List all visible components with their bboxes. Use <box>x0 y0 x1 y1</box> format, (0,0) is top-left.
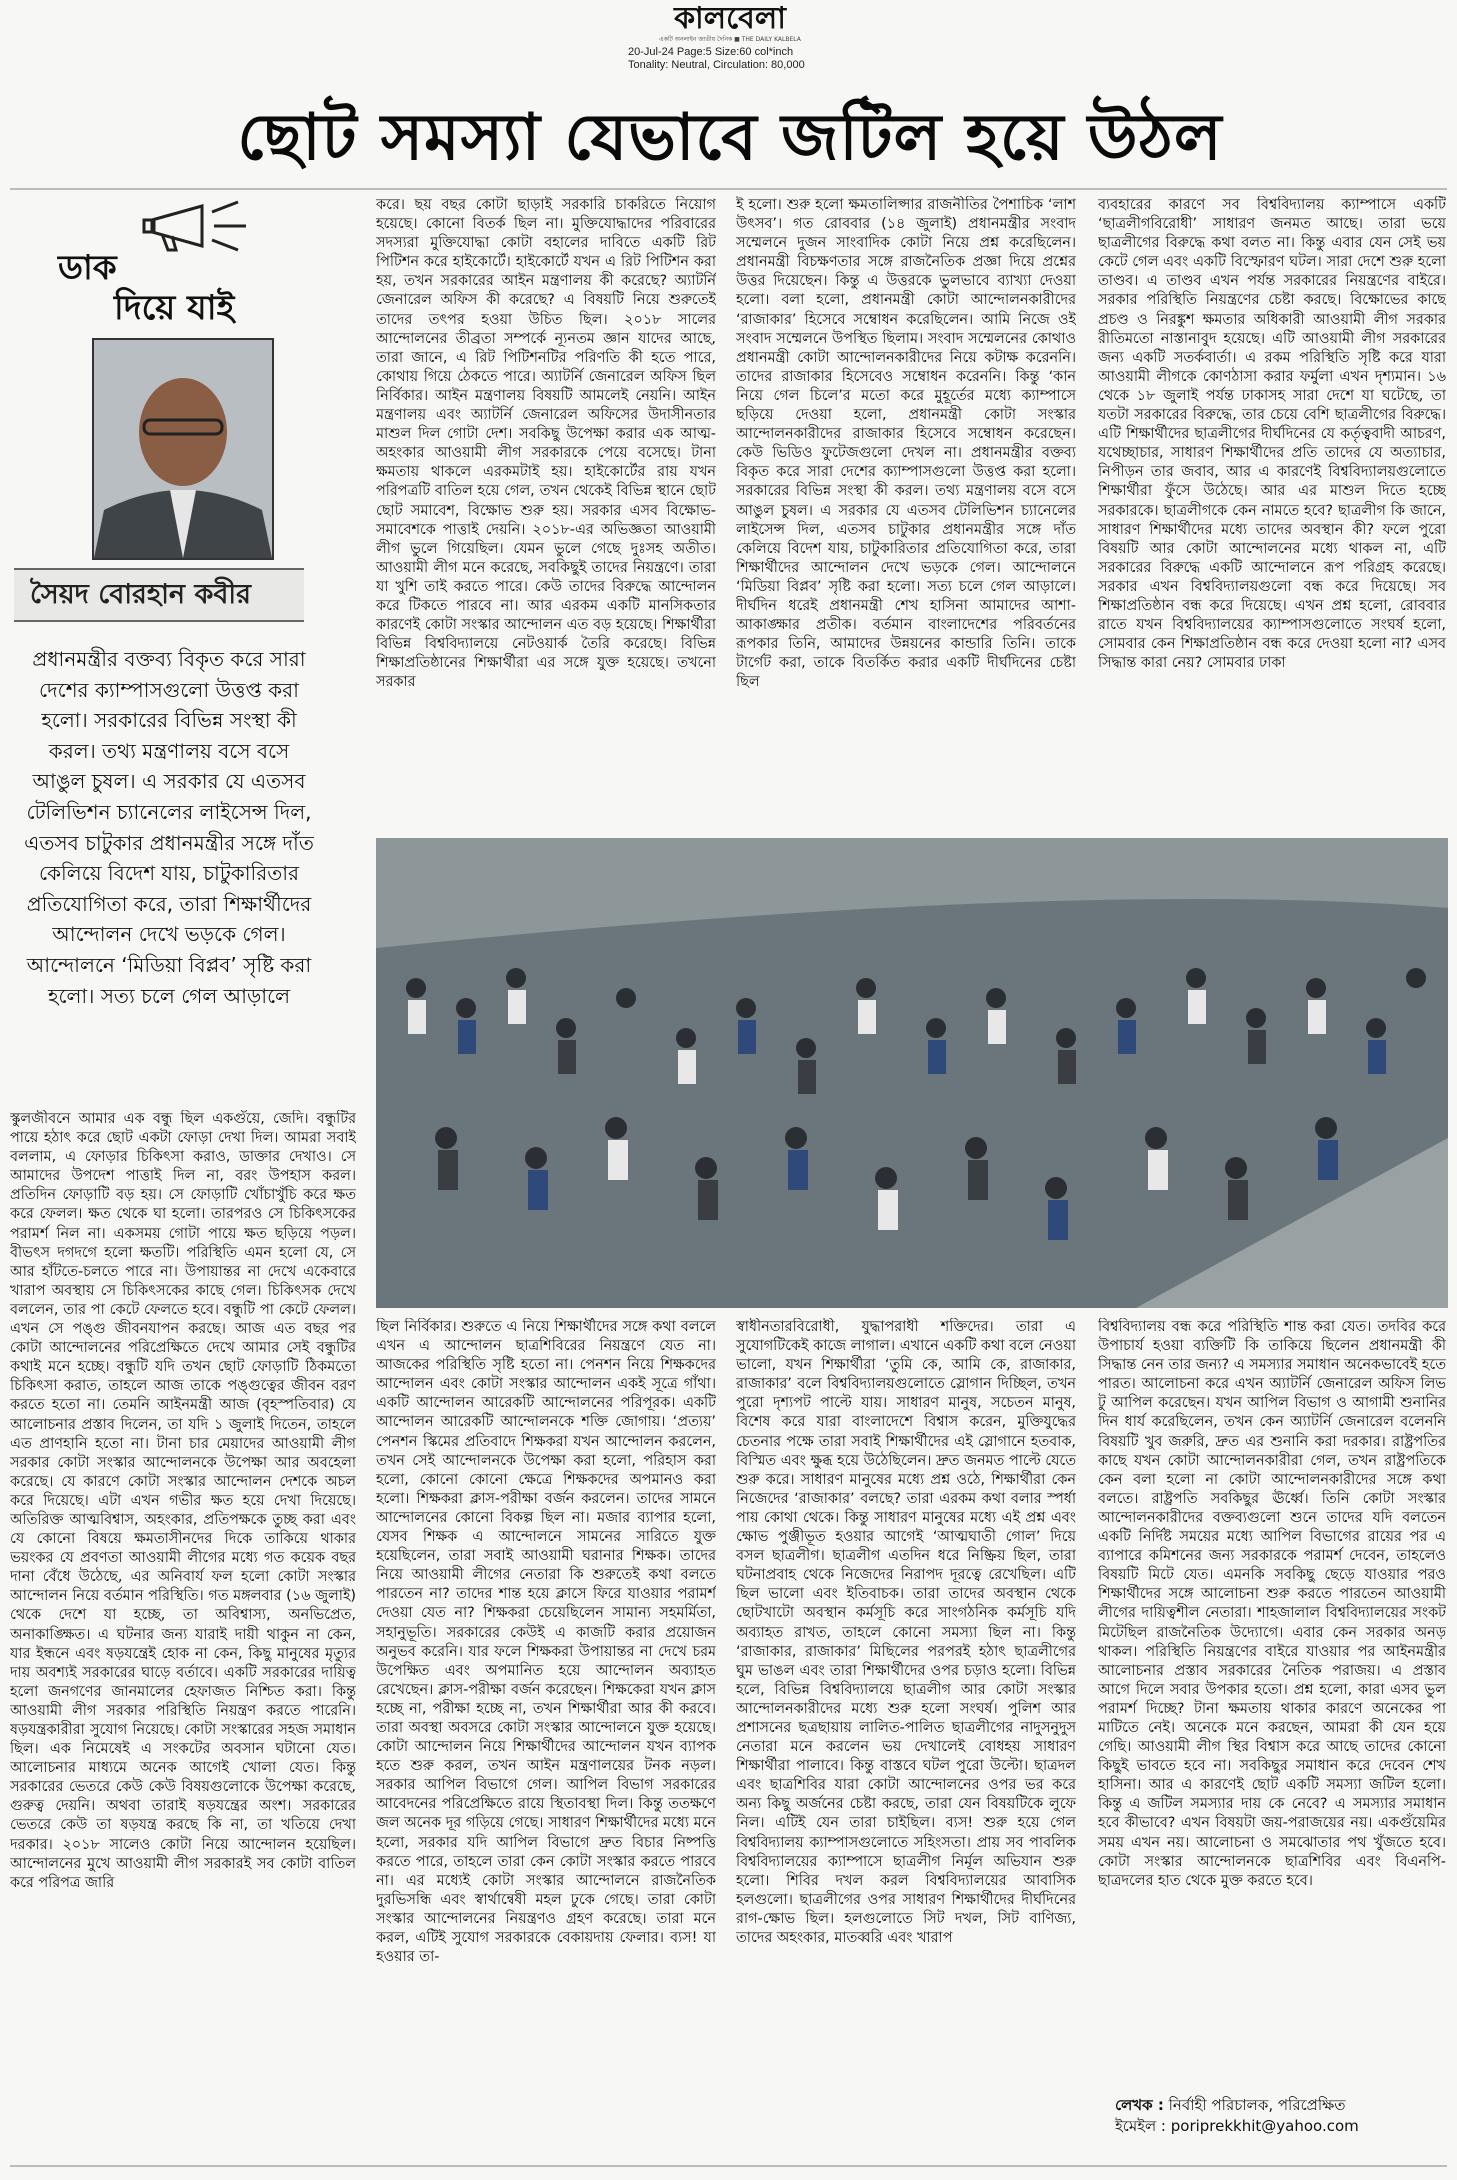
megaphone-icon <box>142 198 252 258</box>
author-byline <box>1115 2095 1445 2137</box>
article-column-4-top: ব্যবহারের কারণে সব বিশ্ববিদ্যালয় ক্যাম্পাসে একটি ‘ছাত্রলীগবিরোধী’ সাধারণ জনমত আছে। তারা ভয়ে ছাত্রলীগের বিরুদ্ধে কথা বলত না। কিন্তু এবার যেন সেই ভয় কেটে গেল এবং একটি বিস্ফোরণ ঘটল। সারা দেশে শুরু হলো তাণ্ডব। এ তাণ্ডব এখন পর্যন্ত সরকারের নিয়ন্ত্রণের বাইরে। সরকার পরিস্থিতি নিয়ন্ত্রণের চেষ্টা করছে। বিক্ষোভের কাছে প্রচণ্ড ও নিরঙ্কুশ ক্ষমতার অধিকারী আওয়ামী লীগ সরকার রীতিমতো নাস্তানাবুদ হয়েছে। এটি আওয়ামী লীগ সরকারের জন্য একটি সতর্কবার্তা। এ রকম পরিস্থিতি সৃষ্টি করে যারা আওয়ামী লীগকে কোণঠাসা করার ফর্মুলা এখন দৃশ্যমান। ১৬ থেকে ১৮ জুলাই পর্যন্ত ঢাকাসহ সারা দেশে যা ঘটেছে, তা যতটা সরকারের বিরুদ্ধে, তার চেয়ে বেশি ছাত্রলীগের বিরুদ্ধে। এটি শিক্ষার্থীদের ছাত্রলীগের দীর্ঘদিনের যে কর্তৃত্ববাদী আচরণ, যথেচ্ছাচার, সাধারণ শিক্ষার্থীদের প্রতি তাদের যে অত্যাচার, নিপীড়ন তার জবাব, আর এ কারণেই বিশ্ববিদ্যালয়গুলোতে শিক্ষার্থীরা ফুঁসে উঠেছে। আর এর মাশুল দিতে হচ্ছে সরকারকে। ছাত্রলীগকে কেন নামতে হবে? ছাত্রলীগ কি জানে, সাধারণ শিক্ষার্থীদের মধ্যে তাদের অবস্থান কী? ফলে পুরো বিষয়টি আর কোটা আন্দোলনের মধ্যে থাকল না, এটি সরকারের বিরুদ্ধে একটি আন্দোলনে রূপ পরিগ্রহ করেছে। সরকার এখন বিশ্ববিদ্যালয়গুলো বন্ধ করে দিয়েছে। সব শিক্ষাপ্রতিষ্ঠান বন্ধ করে দিয়েছে। এখন প্রশ্ন হলো, রোববার রাতে যখন বিশ্ববিদ্যালয়ের ক্যাম্পাসগুলোতে সংঘর্ষ হলো, সোমবার কেন শিক্ষাপ্রতিষ্ঠান বন্ধ করে দেওয়া হলো না? এসব সিদ্ধান্ত কারা নেয়? সোমবার ঢাকা <box>1098 197 1446 672</box>
date-line: 20-Jul-24 Page:5 Size:60 col*inch <box>628 46 794 58</box>
pull-quote: প্রধানমন্ত্রীর বক্তব্য বিকৃত করে সারা দেশের ক্যাম্পাসগুলো উত্তপ্ত করা হলো। সরকারের বিভিন্ন সংস্থা কী করল। তথ্য মন্ত্রণালয় বসে বসে আঙুল চুষল। এ সরকার যে এতসব টেলিভিশন চ্যানেলের লাইসেন্স দিল, এতসব চাটুকার প্রধানমন্ত্রীর সঙ্গে দাঁত কেলিয়ে বিদেশ যায়, চাটুকারিতার প্রতিযোগিতা করে, তারা শিক্ষার্থীদের আন্দোলন দেখে ভড়কে গেল। আন্দোলনে ‘মিডিয়া বিপ্লব’ সৃষ্টি করা হলো। সত্য চলে গেল আড়ালে <box>24 647 314 1008</box>
author-portrait <box>92 338 274 560</box>
byline-email: poriprekkhit@yahoo.com <box>1170 2117 1359 2135</box>
newspaper-logo <box>640 1 820 48</box>
article-column-1-bottom: স্কুলজীবনে আমার এক বন্ধু ছিল একগুঁয়ে, জেদি। বন্ধুটির পায়ে হঠাৎ করে ছোট একটা ফোড়া দেখা দিল। আমরা সবাই বললাম, এ ফোড়ার চিকিৎসা করাও, ডাক্তার দেখাও। সে আমাদের উপদেশ পাত্তাই দিল না, বরং উপহাস করল। প্রতিদিন ফোড়াটি বড় হয়। সে ফোড়াটি খোঁচাখুঁচি করে ক্ষত করে ফেলল। ক্ষত থেকে ঘা হলো। তারপরও সে চিকিৎসকের পরামর্শ নিল না। একসময় গোটা পায়ে ক্ষত ছড়িয়ে পড়ল। বীভৎস দগদগে হলো ক্ষতটি। পরিস্থিতি এমন হলো যে, সে আর হাঁটতে-চলতে পারে না। উপায়ান্তর না দেখে একেবারে খারাপ অবস্থায় সে চিকিৎসকের কাছে গেল। চিকিৎসক দেখে বললেন, তার পা কেটে ফেলতে হবে। বন্ধুটি পা কেটে ফেলল। এখন সে পঙ্গু জীবনযাপন করছে। আজ এত বছর পর কোটা আন্দোলনের পরিপ্রেক্ষিতে দেখে আমার সেই বন্ধুটির কথাই মনে হচ্ছে। বন্ধুটি যদি তখন ছোট ফোড়াটি ঠিকমতো চিকিৎসা করাত, তাহলে আজ তাকে পঙ্গুত্বের জীবন বরণ করতে হতো না। তেমনি আইনমন্ত্রী আজ (বৃহস্পতিবার) যে আলোচনার প্রস্তাব দিলেন, তা যদি ১ জুলাই দিতেন, তাহলে এত প্রাণহানি হতো না। টানা চার মেয়াদের আওয়ামী লীগ সরকার কোটা সংস্কার আন্দোলনকে উপেক্ষা আর অবহেলা করেছে। যে কারণে কোটা সংস্কার আন্দোলন দেশকে অচল করে দিয়েছে। এটা এখন গভীর ক্ষত হয়ে দেখা দিয়েছে। অতিরিক্ত আত্মবিশ্বাস, অহংকার, প্রতিপক্ষকে তুচ্ছ করা এবং যে কোনো বিষয়ে ক্ষমতাসীনদের দিকে তাকিয়ে থাকার ভয়ংকর যে প্রবণতা আওয়ামী লীগের মধ্যে গত কয়েক বছর দানা বেঁধে উঠেছে, এর অনিবার্য ফল হলো কোটা সংস্কার আন্দোলন নিয়ে বর্তমান পরিস্থিতি। গত মঙ্গলবার (১৬ জুলাই) থেকে দেশে যা হচ্ছে, তা অবিশ্বাস্য, অনভিপ্রেত, অনাকাঙ্ক্ষিত। এ ঘটনার জন্য যারাই দায়ী থাকুন না কেন, যার ইন্ধনে এবং ষড়যন্ত্রেই হোক না কেন, কিছু মানুষের মৃত্যুর দায় অবশ্যই সরকারের ঘাড়ে বর্তাবে। একটি সরকারের দায়িত্ব হলো জনগণের জানমালের হেফাজত নিশ্চিত করা। কিন্তু আওয়ামী লীগ সরকার পরিস্থিতি নিয়ন্ত্রণ করতে পারেনি। ষড়যন্ত্রকারীরা সুযোগ নিয়েছে। কোটা সংস্কারের সহজ সমাধান ছিল। এক নিমেষেই এ সংকটের অবসান ঘটানো যেত। আলোচনার মাধ্যমে অনেক আগেই খোলা যেত। কিন্তু সরকারের ভেতরে কেউ কেউ বিষয়গুলোকে উপেক্ষা করেছে, গুরুত্ব দেয়নি। অথবা তারাই ষড়যন্ত্রের অংশ। সরকারের ভেতরে কেউ তা ষড়যন্ত্র করছে কি না, তা খতিয়ে দেখা দরকার। ২০১৮ সালেও কোটা নিয়ে আন্দোলন হয়েছিল। আন্দোলনের মুখে আওয়ামী লীগ সরকারই সব কোটা বাতিল করে পরিপত্র জারি <box>10 1111 356 1891</box>
author-name: সৈয়দ বোরহান কবীর <box>30 579 251 610</box>
author-bar <box>14 568 304 622</box>
article-column-4-bottom: বিশ্ববিদ্যালয় বন্ধ করে পরিস্থিতি শান্ত করা যেত। তদবির করে উপাচার্য হওয়া ব্যক্তিটি কি তাকিয়ে ছিলেন প্রধানমন্ত্রী কী সিদ্ধান্ত নেন তার জন্য? এ সমস্যার সমাধান অনেকভাবেই হতে পারত। আলোচনা করে এখন অ্যাটর্নি জেনারেল অফিস লিভ টু আপিল করেছেন। যখন আপিল বিভাগ ও আগামী শুনানির দিন ধার্য করেছিলেন, তখন কেন অ্যাটর্নি জেনারেল বলেননি বিষয়টি খুব জরুরি, দ্রুত এর শুনানি করা দরকার। রাষ্ট্রপতির কাছে যখন কোটা আন্দোলনকারীরা গেল, তখন রাষ্ট্রপতিকে কেন বলা হলো না কোটা আন্দোলনকারীদের সঙ্গে কথা বলতে। রাষ্ট্রপতি সবকিছুর ঊর্ধ্বে। তিনি কোটা সংস্কার আন্দোলনকারীদের বক্তব্যগুলো শুনে তাদের যদি বলতেন একটি নির্দিষ্ট সময়ের মধ্যে আপিল বিভাগের রায়ের পর এ ব্যাপারে কমিশনের জন্য সরকারকে পরামর্শ দেবেন, তাহলেও বিষয়টি মিটে যেত। এমনকি সবকিছু ছেড়ে যাওয়ার পরও শিক্ষার্থীদের সঙ্গে আলোচনা শুরু করতে পারতেন আওয়ামী লীগের দায়িত্বশীল নেতারা। শাহজালাল বিশ্ববিদ্যালয়ের সংকট মিটেছিল রাজনৈতিক উদ্যোগে। এবার কেন সরকার অনড় থাকল। পরিস্থিতি নিয়ন্ত্রণের বাইরে যাওয়ার পর আইনমন্ত্রীর আলোচনার প্রস্তাব সরকারের নৈতিক পরাজয়। এ প্রস্তাব আগে দিলে সবার উপকার হতো। প্রশ্ন হলো, কারা এসব ভুল পরামর্শ দিচ্ছে? টানা ক্ষমতায় থাকার কারণে অনেকের পা মাটিতে নেই। অনেকে মনে করছেন, আমরা কী যেন হয়ে গেছি। আওয়ামী লীগ স্থির বিশ্বাস করে আছে তাদের কোনো কিছুই ভাবতে হবে না। সবকিছুর সমাধান করে দেবেন শেখ হাসিনা। আর এ কারণেই ছোট একটি সমস্যা জটিল হলো। কিন্তু এ জটিল সমস্যার দায় কে নেবে? এ সমস্যার সমাধান হবে কীভাবে? এখন বিষয়টা জয়-পরাজয়ের নয়। একগুঁয়েমির সময় এখন নয়। আলোচনা ও সমঝোতার পথ খুঁজতে হবে। কোটা সংস্কার আন্দোলনকে ছাত্রশিবির এবং বিএনপি-ছাত্রদলের হাত থেকে মুক্ত করতে হবে। <box>1098 1319 1446 1889</box>
byline-label: লেখক : <box>1115 2096 1164 2114</box>
article-column-3-bottom: স্বাধীনতারবিরোধী, যুদ্ধাপরাধী শক্তিদের। তারা এ সুযোগটিকেই কাজে লাগাল। এখানে একটি কথা বলে নেওয়া ভালো, যখন শিক্ষার্থীরা ‘তুমি কে, আমি কে, রাজাকার, রাজাকার’ বলে বিশ্ববিদ্যালয়গুলোতে স্লোগান দিচ্ছিল, তখন পুরো দৃশ্যপট পাল্টে যায়। সাধারণ মানুষ, সচেতন মানুষ, বিশেষ করে যারা বাংলাদেশে বিশ্বাস করেন, মুক্তিযুদ্ধের চেতনার পক্ষে তারা সবাই শিক্ষার্থীদের এই স্লোগানে হতবাক, বিস্মিত এবং ক্ষুব্ধ হয়ে উঠেছিলেন। দ্রুত জনমত পাল্টে যেতে শুরু করে। সাধারণ মানুষের মধ্যে প্রশ্ন ওঠে, শিক্ষার্থীরা কেন নিজেদের ‘রাজাকার’ বলছে? তারা এরকম কথা বলার স্পর্ধা পায় কোথা থেকে। কিন্তু সাধারণ মানুষের মধ্যে এই প্রশ্ন এবং ক্ষোভ পুঞ্জীভূত হওয়ার আগেই ‘আত্মঘাতী গোল’ দিয়ে বসল ছাত্রলীগ। ছাত্রলীগ এতদিন ধরে নিষ্ক্রিয় ছিল, তারা ঘটনাপ্রবাহ থেকে নিজেদের নিরাপদ দূরত্বে রেখেছিল। এটি ছিল ভালো এবং ইতিবাচক। তারা তাদের অবস্থান থেকে ছোটখাটো অবস্থান কর্মসূচি করে সাংগঠনিক কর্মসূচি যদি অব্যাহত রাখত, তাহলে কোনো সমস্যা ছিল না। কিন্তু ‘রাজাকার, রাজাকার’ মিছিলের পরপরই হঠাৎ ছাত্রলীগের ঘুম ভাঙল এবং তারা শিক্ষার্থীদের ওপর চড়াও হলো। বিভিন্ন হলে, বিভিন্ন বিশ্ববিদ্যালয়ে ছাত্রলীগ আর কোটা সংস্কার আন্দোলনকারীদের মধ্যে শুরু হলো সংঘর্ষ। পুলিশ আর প্রশাসনের ছত্রছায়ায় লালিত-পালিত ছাত্রলীগের নাদুসনুদুস নেতারা মনে করলেন ভয় দেখালেই বোধহয় সাধারণ শিক্ষার্থীরা পালাবে। কিন্তু বাস্তবে ঘটল পুরো উল্টো। ছাত্রদল এবং ছাত্রশিবির যারা কোটা আন্দোলনের ওপর ভর করে অন্য কিছু অর্জনের চেষ্টা করছে, তারা যেন বিষয়টিকে লুফে নিল। এটিই যেন তারা চাইছিল। ব্যস! শুরু হয়ে গেল বিশ্ববিদ্যালয় ক্যাম্পাসগুলোতে সহিংসতা। প্রায় সব পাবলিক বিশ্ববিদ্যালয়ের ক্যাম্পাসে ছাত্রলীগ নির্মূল অভিযান শুরু হলো। শিবির দখল করল বিশ্ববিদ্যালয়ের আবাসিক হলগুলো। ছাত্রলীগের ওপর সাধারণ শিক্ষার্থীদের দীর্ঘদিনের রাগ-ক্ষোভ ছিল। হলগুলোতে সিট দখল, সিট বাণিজ্য, তাদের অহংকার, মাতব্বরি এবং খারাপ <box>736 1319 1076 1946</box>
clipping-meta <box>628 46 888 72</box>
column-label-line2: দিয়ে যাই <box>114 288 235 328</box>
column-label <box>22 198 242 328</box>
logo-subtitle: একটি অনলাইন জাতীয় দৈনিক ■ THE DAILY KALBELA <box>659 36 801 43</box>
tonality-line: Tonality: Neutral, Circulation: 80,000 <box>628 59 805 71</box>
protest-photo <box>376 838 1448 1308</box>
headline-divider <box>10 188 1447 190</box>
column-label-line1: ডাক <box>58 248 117 288</box>
byline-role: নির্বাহী পরিচালক, পরিপ্রেক্ষিত <box>1168 2096 1346 2114</box>
logo-text: কালবেলা <box>674 1 786 36</box>
article-column-3-top: ই হলো। শুরু হলো ক্ষমতালিপ্সার রাজনীতির পৈশাচিক ‘লাশ উৎসব’। গত রোববার (১৪ জুলাই) প্রধানমন্ত্রীর সংবাদ সম্মেলনে দুজন সাংবাদিক কোটা নিয়ে প্রশ্ন করেছিলেন। প্রধানমন্ত্রী বিচক্ষণতার সঙ্গে রাজনৈতিক প্রজ্ঞা দিয়ে প্রশ্নের উত্তর দিয়েছেন। কিন্তু এ উত্তরকে ভুলভাবে ব্যাখ্যা দেওয়া হলো। বলা হলো, প্রধানমন্ত্রী কোটা আন্দোলনকারীদের ‘রাজাকার’ হিসেবে সম্বোধন করেছিলেন। আমি নিজে ওই সংবাদ সম্মেলনে উপস্থিত ছিলাম। সংবাদ সম্মেলনের কোথাও প্রধানমন্ত্রী কোটা আন্দোলনকারীদের নিয়ে কটাক্ষ করেননি। তাদের রাজাকার হিসেবেও সম্বোধন করেননি। কিন্তু ‘কান নিয়ে গেল চিলে’র মতো করে মুহূর্তের মধ্যে ক্যাম্পাসে ছড়িয়ে দেওয়া হলো, প্রধানমন্ত্রী কোটা সংস্কার আন্দোলনকারীদের রাজাকার হিসেবে সম্বোধন করেছেন। কেউ ভিডিও ফুটেজগুলো দেখল না। প্রধানমন্ত্রীর বক্তব্য বিকৃত করে সারা দেশের ক্যাম্পাসগুলো উত্তপ্ত করা হলো। সরকারের বিভিন্ন সংস্থা কী করল। তথ্য মন্ত্রণালয় বসে বসে আঙুল চুষল। এ সরকার যে এতসব টেলিভিশন চ্যানেলের লাইসেন্স দিল, এতসব চাটুকার প্রধানমন্ত্রীর সঙ্গে দাঁত কেলিয়ে বিদেশ যায়, চাটুকারিতার প্রতিযোগিতা করে, তারা শিক্ষার্থীদের আন্দোলন দেখে ভড়কে গেল। আন্দোলনে ‘মিডিয়া বিপ্লব’ সৃষ্টি করা হলো। সত্য চলে গেল আড়ালে। দীর্ঘদিন ধরেই প্রধানমন্ত্রী শেখ হাসিনা আমাদের আশা-আকাঙ্ক্ষার প্রতীক। বর্তমান বাংলাদেশের পরিবর্তনের রূপকার তিনি, আমাদের উন্নয়নের কান্ডারি তিনি। তাকে টার্গেট করা, তাকে বিতর্কিত করার একটি দীর্ঘদিনের চেষ্টা ছিল <box>736 197 1076 691</box>
masthead <box>0 0 1457 80</box>
article-column-2-top: করে। ছয় বছর কোটা ছাড়াই সরকারি চাকরিতে নিয়োগ হয়েছে। কোনো বিতর্ক ছিল না। মুক্তিযোদ্ধাদের পরিবারের সদস্যরা মুক্তিযোদ্ধা কোটা বহালের দাবিতে একটি রিট পিটিশন করে হাইকোর্টে। হাইকোর্টে যখন এ রিট পিটিশন করা হয়, তখন সরকারের আইন মন্ত্রণালয় কী করেছে? অ্যাটর্নি জেনারেল অফিস কী করেছে? এ বিষয়টি নিয়ে শুরুতেই তাদের তৎপর হওয়া উচিত ছিল। ২০১৮ সালের আন্দোলনের তীব্রতা সম্পর্কে ন্যূনতম জ্ঞান যাদের আছে, তারা জানে, এ রিট পিটিশনটির পরিণতি কী হতে পারে, কোথায় গিয়ে ঠেকতে পারে। অ্যাটর্নি জেনারেল অফিস ছিল নির্বিকার। আইন মন্ত্রণালয় বিষয়টি আমলেই নেয়নি। আইন মন্ত্রণালয় এবং অ্যাটর্নি জেনারেল অফিসের উদাসীনতার মাশুল দিল গোটা দেশ। সবকিছু উপেক্ষা করার এক আত্ম-অহংকার আওয়ামী লীগ সরকারকে পেয়ে বসেছে। টানা ক্ষমতায় থাকলে এরকমটাই হয়। হাইকোর্টের রায় যখন পরিপত্রটি বাতিল হয়ে গেল, তখন থেকেই বিভিন্ন স্থানে ছোট ছোট সমাবেশ, বিক্ষোভ শুরু হয়। সরকার এসব বিক্ষোভ-সমাবেশকে পাত্তাই দেয়নি। ২০১৮-এর অভিজ্ঞতা আওয়ামী লীগ ভুলে গিয়েছিল। যেমন ভুলে গেছে দুঃসহ অতীত। আওয়ামী লীগ মনে করেছে, সবকিছুই তাদের নিয়ন্ত্রণে। তারা যা খুশি তাই করতে পারে। কেউ তাদের বিরুদ্ধে আন্দোলন করে টিকতে পারবে না। আর এরকম একটি মানসিকতার কারণেই কোটা সংস্কার আন্দোলন এত বড় হয়েছে। শিক্ষার্থীরা বিভিন্ন বিশ্ববিদ্যালয়ে নেটওয়ার্ক তৈরি করেছে। বিভিন্ন শিক্ষাপ্রতিষ্ঠানের শিক্ষার্থীরা এর সঙ্গে যুক্ত হয়েছে। তখনো সরকার <box>376 197 716 691</box>
article-column-2-bottom: ছিল নির্বিকার। শুরুতে এ নিয়ে শিক্ষার্থীদের সঙ্গে কথা বললে এখন এ আন্দোলন ছাত্রশিবিরের নিয়ন্ত্রণে যেত না। আজকের পরিস্থিতি সৃষ্টি হতো না। পেনশন নিয়ে শিক্ষকদের আন্দোলন এবং কোটা সংস্কার আন্দোলন একই সূত্রে গাঁথা। একটি আন্দোলন আরেকটি আন্দোলনের পরিপূরক। একটি আন্দোলন আরেকটি আন্দোলনকে শক্তি জোগায়। ‘প্রত্যয়’ পেনশন স্কিমের প্রতিবাদে শিক্ষকরা যখন আন্দোলন করলেন, তখন সেই আন্দোলনকে উপেক্ষা করা হলো, পরিহাস করা হলো, কোনো কোনো ক্ষেত্রে শিক্ষকদের অপমানও করা হলো। শিক্ষকরা ক্লাস-পরীক্ষা বর্জন করলেন। তাদের সামনে আন্দোলনের কোনো বিকল্প ছিল না। মজার ব্যাপার হলো, যেসব শিক্ষক এ আন্দোলনে সামনের সারিতে যুক্ত হয়েছিলেন, তারা সবাই আওয়ামী ঘরানার শিক্ষক। তাদের নিয়ে আওয়ামী লীগের নেতারা কি শুরুতেই কথা বলতে পারতেন না? তাদের শান্ত হয়ে ক্লাসে ফিরে যাওয়ার পরামর্শ দেওয়া যেত না? শিক্ষকরা চেয়েছিলেন সামান্য সহমর্মিতা, সহানুভূতি। সরকারের কেউই এ কাজটি করার প্রয়োজন অনুভব করেনি। যার ফলে শিক্ষকরা উপায়ান্তর না দেখে চরম উপেক্ষিত এবং অপমানিত হয়ে আন্দোলন অব্যাহত রেখেছেন। ক্লাস-পরীক্ষা বর্জন করেছেন। শিক্ষকেরা যখন ক্লাস হচ্ছে না, পরীক্ষা হচ্ছে না, তখন শিক্ষার্থীরা আর কী করবে। তারা অবস্থা অবসরে কোটা সংস্কার আন্দোলনে যুক্ত হয়েছে। কোটা আন্দোলন নিয়ে শিক্ষার্থীদের আন্দোলন যখন ব্যাপক হতে শুরু করল, তখন আইন মন্ত্রণালয়ের টনক নড়ল। সরকার আপিল বিভাগে গেল। আপিল বিভাগ সরকারের আবেদনের পরিপ্রেক্ষিতে রায়ে স্থিতাবস্থা দিল। কিন্তু ততক্ষণে জল অনেক দূর গড়িয়ে গেছে। সাধারণ শিক্ষার্থীদের মধ্যে মনে হলো, সরকার যদি আপিল বিভাগে দ্রুত বিচার নিষ্পত্তি করতে পারে, তাহলে তারা কেন কোটা সংস্কার করতে পারবে না। এর মধ্যেই কোটা সংস্কার আন্দোলনে রাজনৈতিক দুরভিসন্ধি এবং স্বার্থান্বেষী মহল ঢুকে গেছে। তারা কোটা সংস্কার আন্দোলনের নিয়ন্ত্রণও গ্রহণ করেছে। তারা মনে করল, এটিই সুযোগ সরকারকে বেকায়দায় ফেলার। ব্যস! যা হওয়ার তা- <box>376 1319 716 1966</box>
headline: ছোট সমস্যা যেভাবে জটিল হয়ে উঠল <box>237 101 1223 175</box>
footer-rule <box>10 2165 1447 2167</box>
byline-email-label: ইমেইল : <box>1115 2117 1166 2135</box>
